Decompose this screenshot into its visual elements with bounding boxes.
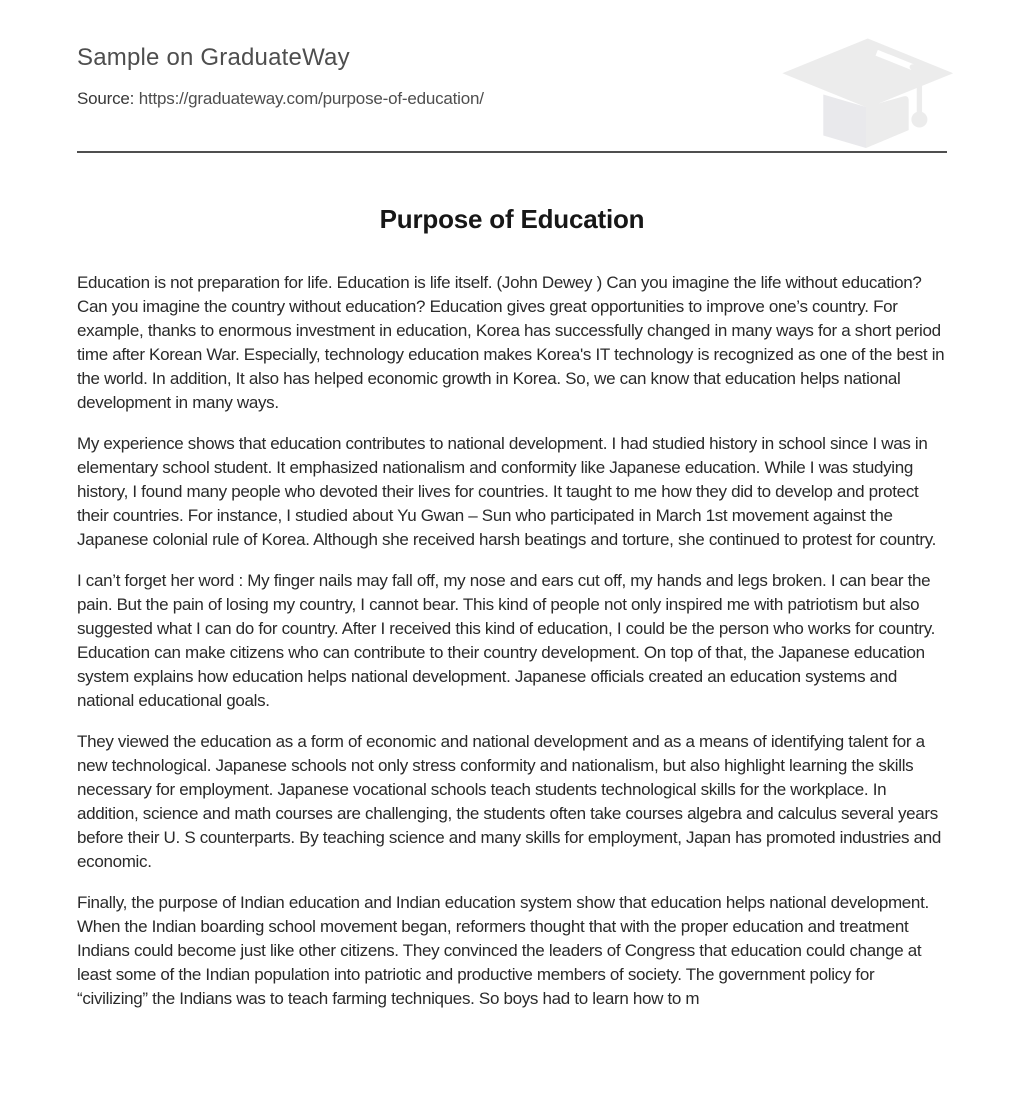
source-line: [77, 89, 947, 109]
essay-paragraph: My experience shows that education contributes to national development. I had studied history in school since I was in elementary school student. It emphasized nationalism and conformity like Japanese education. While I was studying history, I found many people who devoted their lives for countries. It taught to me how they did to develop and protect their countries. For instance, I studied about Yu Gwan – Sun who participated in March 1st movement against the Japanese colonial rule of Korea. Although she received harsh beatings and torture, she continued to protest for country.: [77, 434, 937, 549]
document-page: [77, 0, 947, 1011]
site-title: Sample on GraduateWay: [77, 44, 350, 71]
document-header: [77, 44, 947, 109]
source-url-link[interactable]: https://graduateway.com/purpose-of-education/: [138, 89, 484, 108]
essay-paragraph: Education is not preparation for life. Education is life itself. (John Dewey ) Can you imagine the life without education? Can you imagine the country without education? Education gives great opportunities to improve one’s country. For example, thanks to enormous investment in education, Korea has successfully changed in many ways for a short period time after Korean War. Especially, technology education makes Korea's IT technology is recognized as one of the best in the world. In addition, It also has helped economic growth in Korea. So, we can know that education helps national development in many ways.: [77, 273, 945, 412]
essay-paragraph: Finally, the purpose of Indian education and Indian education system show that education helps national development. When the Indian boarding school movement began, reformers thought that with the proper education and treatment Indians could become just like other citizens. They convinced the leaders of Congress that education could change at least some of the Indian population into patriotic and productive members of society. The government policy for “civilizing” the Indians was to teach farming techniques. So boys had to learn how to m: [77, 893, 929, 1008]
essay: [77, 204, 947, 1011]
essay-paragraph: They viewed the education as a form of economic and national development and as a means of identifying talent for a new technological. Japanese schools not only stress conformity and nationalism, but also highlight learning the skills necessary for employment. Japanese vocational schools teach students technological skills for the workplace. In addition, science and math courses are challenging, the students often take courses algebra and calculus several years before their U. S counterparts. By teaching science and many skills for employment, Japan has promoted industries and economic.: [77, 732, 942, 871]
essay-paragraph: I can’t forget her word : My finger nails may fall off, my nose and ears cut off, my hands and legs broken. I can bear the pain. But the pain of losing my country, I cannot bear. This kind of people not only inspired me with patriotism but also suggested what I can do for country. After I received this kind of education, I could be the person who works for country. Education can make citizens who can contribute to their country development. On top of that, the Japanese education system explains how education helps national development. Japanese officials created an education systems and national educational goals.: [77, 571, 936, 710]
header-divider: [77, 151, 947, 153]
essay-body: [77, 271, 947, 1011]
source-label: Source:: [77, 89, 135, 108]
essay-title: Purpose of Education: [379, 204, 645, 234]
